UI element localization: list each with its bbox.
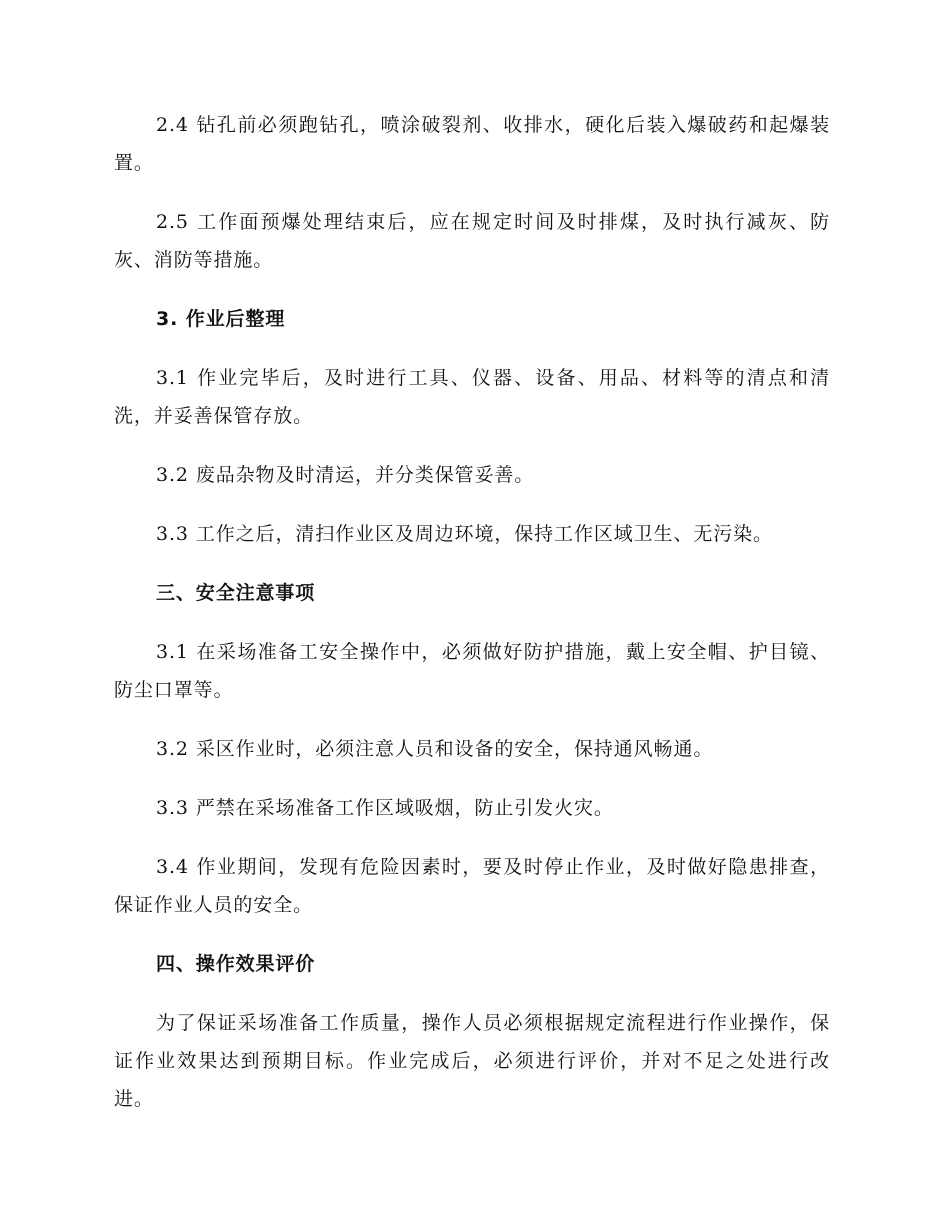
paragraph-3-3-cleanup: 3.3 工作之后，清扫作业区及周边环境，保持工作区域卫生、无污染。 [156, 523, 773, 545]
document-page [114, 106, 830, 1139]
paragraph-evaluation: 为了保证采场准备工作质量，操作人员必须根据规定流程进行作业操作，保证作业效果达到预期目标。作业完成后，必须进行评价，并对不足之处进行改进。 [114, 1012, 830, 1110]
paragraph-3-1-cleanup: 3.1 作业完毕后，及时进行工具、仪器、设备、用品、材料等的清点和清洗，并妥善保管存放。 [114, 367, 830, 427]
heading-safety-notes: 三、安全注意事项 [156, 582, 316, 604]
paragraph-3-1-safety: 3.1 在采场准备工安全操作中，必须做好防护措施，戴上安全帽、护目镜、防尘口罩等。 [114, 641, 830, 701]
paragraph-3-2-safety: 3.2 采区作业时，必须注意人员和设备的安全，保持通风畅通。 [156, 738, 714, 760]
paragraph-3-3-safety: 3.3 严禁在采场准备工作区域吸烟，防止引发火灾。 [156, 797, 614, 819]
paragraph-3-4-safety: 3.4 作业期间，发现有危险因素时，要及时停止作业，及时做好隐患排查，保证作业人员的安全。 [114, 856, 830, 916]
heading-operation-evaluation: 四、操作效果评价 [156, 953, 316, 975]
paragraph-2-4: 2.4 钻孔前必须跑钻孔，喷涂破裂剂、收排水，硬化后装入爆破药和起爆装置。 [114, 114, 830, 174]
paragraph-2-5: 2.5 工作面预爆处理结束后，应在规定时间及时排煤，及时执行减灰、防灰、消防等措施。 [114, 211, 830, 271]
paragraph-3-2-cleanup: 3.2 废品杂物及时清运，并分类保管妥善。 [156, 464, 535, 486]
heading-post-work-cleanup: 3. 作业后整理 [156, 308, 286, 330]
